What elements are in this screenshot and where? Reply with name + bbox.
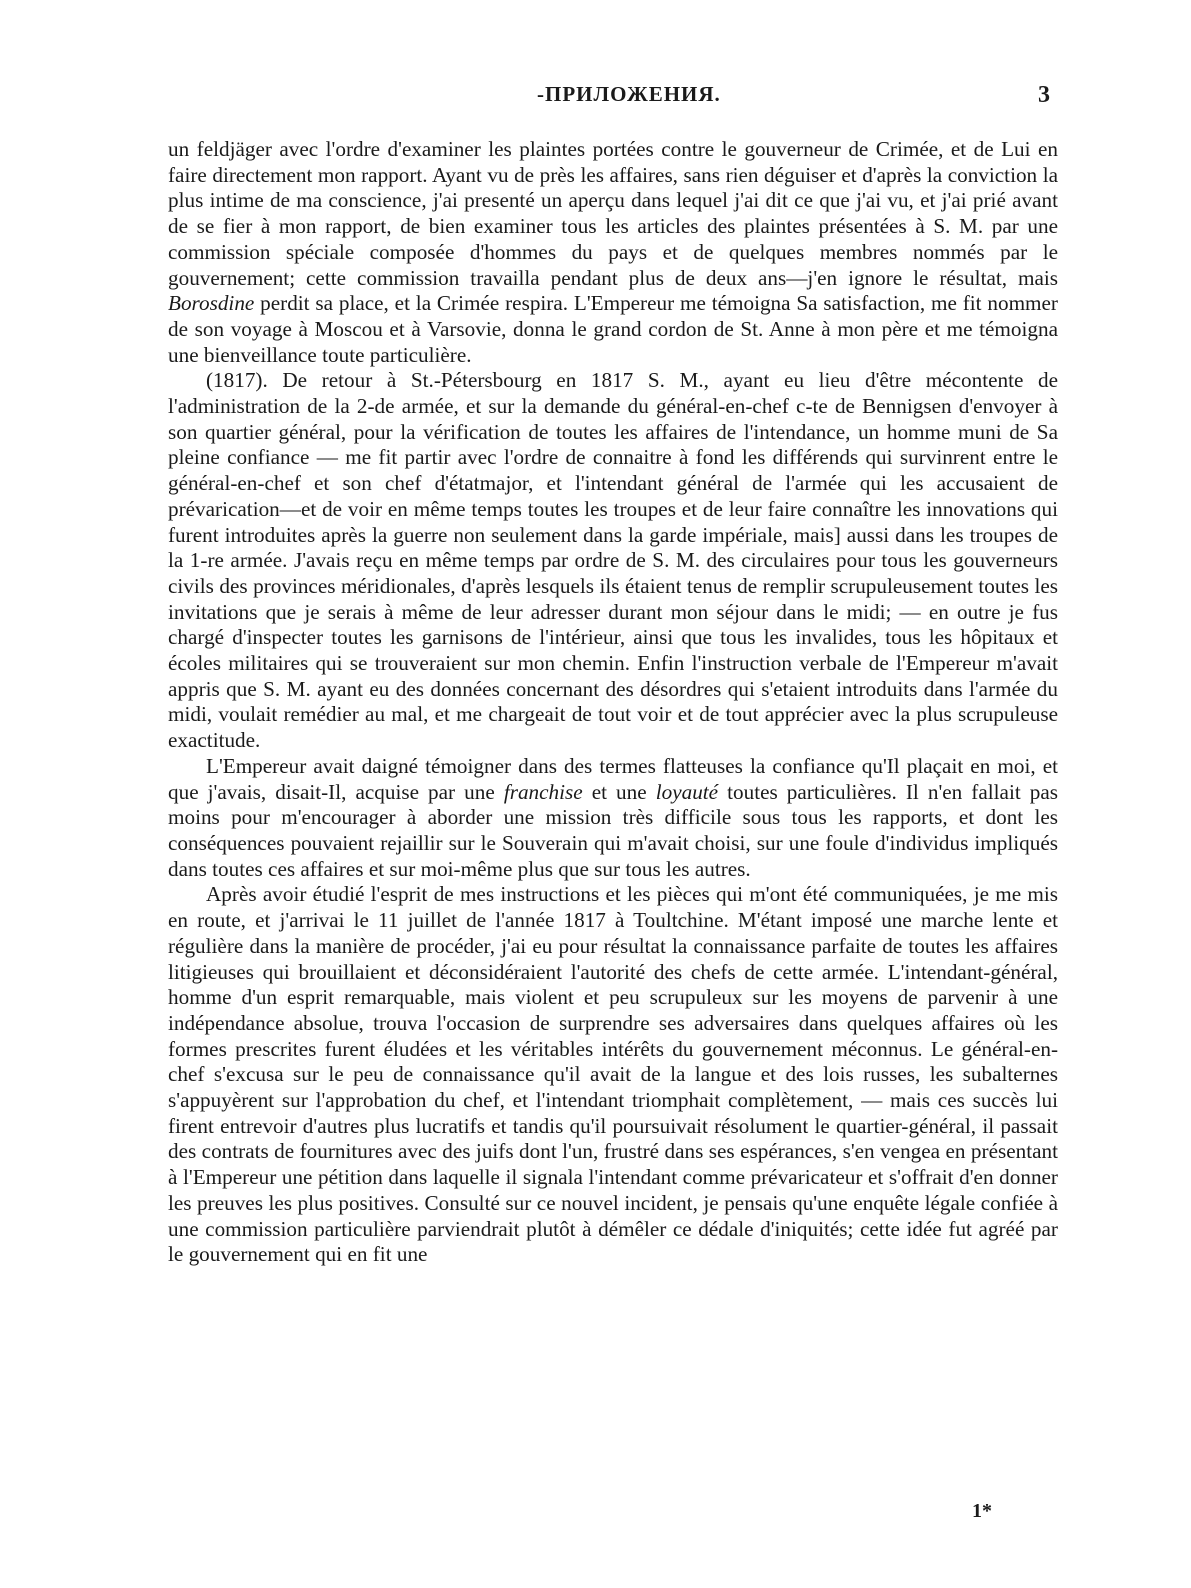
paragraph (168, 882, 1058, 1268)
paragraph-text: (1817). De retour à St.-Pétersbourg en 1817 S. M., ayant eu lieu d'être mécontente de l'administration de la 2-de armée, et sur la demande du général-en-chef c-te de Bennigsen d'envoyer à son quartier général, pour la vérification de toutes les affaires de l'intendance, un homme muni de Sa pleine confiance — me fit partir avec l'ordre de connaitre à fond les différends qui survinrent entre le général-en-chef et son chef d'étatmajor, et l'intendant général de l'armée qui les accusaient de prévarication—et de voir en même temps toutes les troupes et de leur faire connaître les innovations qui furent introduites après la guerre non seulement dans la garde impériale, mais] aussi dans les troupes de la 1-re armée. J'avais reçu en même temps par ordre de S. M. des circulaires pour tous les gouverneurs civils des provinces méridionales, d'après lesquels ils étaient tenus de remplir scrupuleusement toutes les invitations que je serais à même de leur adresser durant mon séjour dans le midi; — en outre je fus chargé d'inspecter toutes les garnisons de l'intérieur, ainsi que tous les invalides, tous les hôpitaux et écoles militaires qui se trouveraient sur mon chemin. Enfin l'instruction verbale de l'Empereur m'avait appris que S. M. ayant eu des données concernant des désordres qui s'etaient introduits dans l'armée du midi, voulait remédier au mal, et me chargeait de tout voir et de tout apprécier avec la plus scrupuleuse exactitude. (168, 368, 1058, 753)
page-number: 3 (1038, 82, 1050, 108)
paragraph-text: un feldjäger avec l'ordre d'examiner les plaintes portées contre le gouverneur de Crimée, et de Lui en faire directement mon rapport. Ayant vu de près les affaires, sans rien déguiser et d'après la conviction la plus intime de ma conscience, j'ai presenté un aperçu dans lequel j'ai dit ce que j'ai vu, et j'ai prié avant de se fier à mon rapport, de bien examiner tous les articles des plaintes présentées à S. M. par une commission spéciale composée d'hommes du pays et de quelques membres nommés par le gouvernement; cette commission travailla pendant plus de deux ans—j'en ignore le résultat, mais (168, 137, 1058, 290)
paragraph (168, 137, 1058, 368)
body-text (168, 137, 1058, 1268)
italic-text: franchise (503, 779, 583, 804)
paragraph-text: L'Empereur avait daigné témoigner dans des termes flatteuses la confiance qu'Il plaçait en moi, et que j'avais, disait-Il, acquise par une (168, 753, 1058, 804)
paragraph-text: toutes particulières. Il n'en fallait pas moins pour m'encourager à aborder une mission très difficile sous tous les rapports, et dont les conséquences pouvaient rejaillir sur le Souverain qui m'avait choisi, sur une foule d'individus impliqués dans toutes ces affaires et sur moi-même plus que sur tous les autres. (168, 779, 1059, 881)
paragraph-text: perdit sa place, et la Crimée respira. L'Empereur me témoigna Sa satisfaction, me fit nommer de son voyage à Moscou et à Varsovie, donna le grand cordon de St. Anne à mon père et me témoigna une bienveillance toute particulière. (168, 291, 1058, 367)
italic-text: Borosdine (168, 291, 255, 316)
paragraph-text: et une (582, 779, 656, 804)
running-head-title: -ПРИЛОЖЕНИЯ. (537, 82, 721, 106)
paragraph (168, 368, 1058, 754)
signature-mark: 1* (972, 1500, 992, 1522)
running-head (0, 82, 1191, 112)
paragraph-text: Après avoir étudié l'esprit de mes instructions et les pièces qui m'ont été communiquées, je me mis en route, et j'arrivai le 11 juillet de l'année 1817 à Toultchine. M'étant imposé une marche lente et régulière dans la manière de procéder, j'ai eu pour résultat la connaissance parfaite de toutes les affaires litigieuses qui brouillaient et déconsidéraient l'autorité des chefs de cette armée. L'intendant-général, homme d'un esprit remarquable, mais violent et peu scrupuleux sur les moyens de parvenir à une indépendance absolue, trouva l'occasion de surprendre ses adversaires dans quelques affaires où les formes prescrites furent éludées et les véritables intérêts du gouvernement méconnus. Le général-en-chef s'excusa sur le peu de connaissance qu'il avait de la langue et des lois russes, les subalternes s'appuyèrent sur l'approbation du chef, et l'intendant triomphait complètement, — mais ces succès lui firent entrevoir d'autres plus lucratifs et tandis qu'il poursuivait résolument le quartier-général, il passait des contrats de fournitures avec des juifs dont l'un, frustré dans ses espérances, s'en vengea en présentant à l'Empereur une pétition dans laquelle il signala l'intendant comme prévaricateur et s'offrait d'en donner les preuves les plus positives. Consulté sur ce nouvel incident, je pensais qu'une enquête légale confiée à une commission particulière parviendrait plutôt à démêler ce dédale d'iniquités; cette idée fut agréé par le gouvernement qui en fit une (168, 882, 1058, 1267)
paragraph (168, 754, 1058, 883)
italic-text: loyauté (655, 779, 719, 804)
